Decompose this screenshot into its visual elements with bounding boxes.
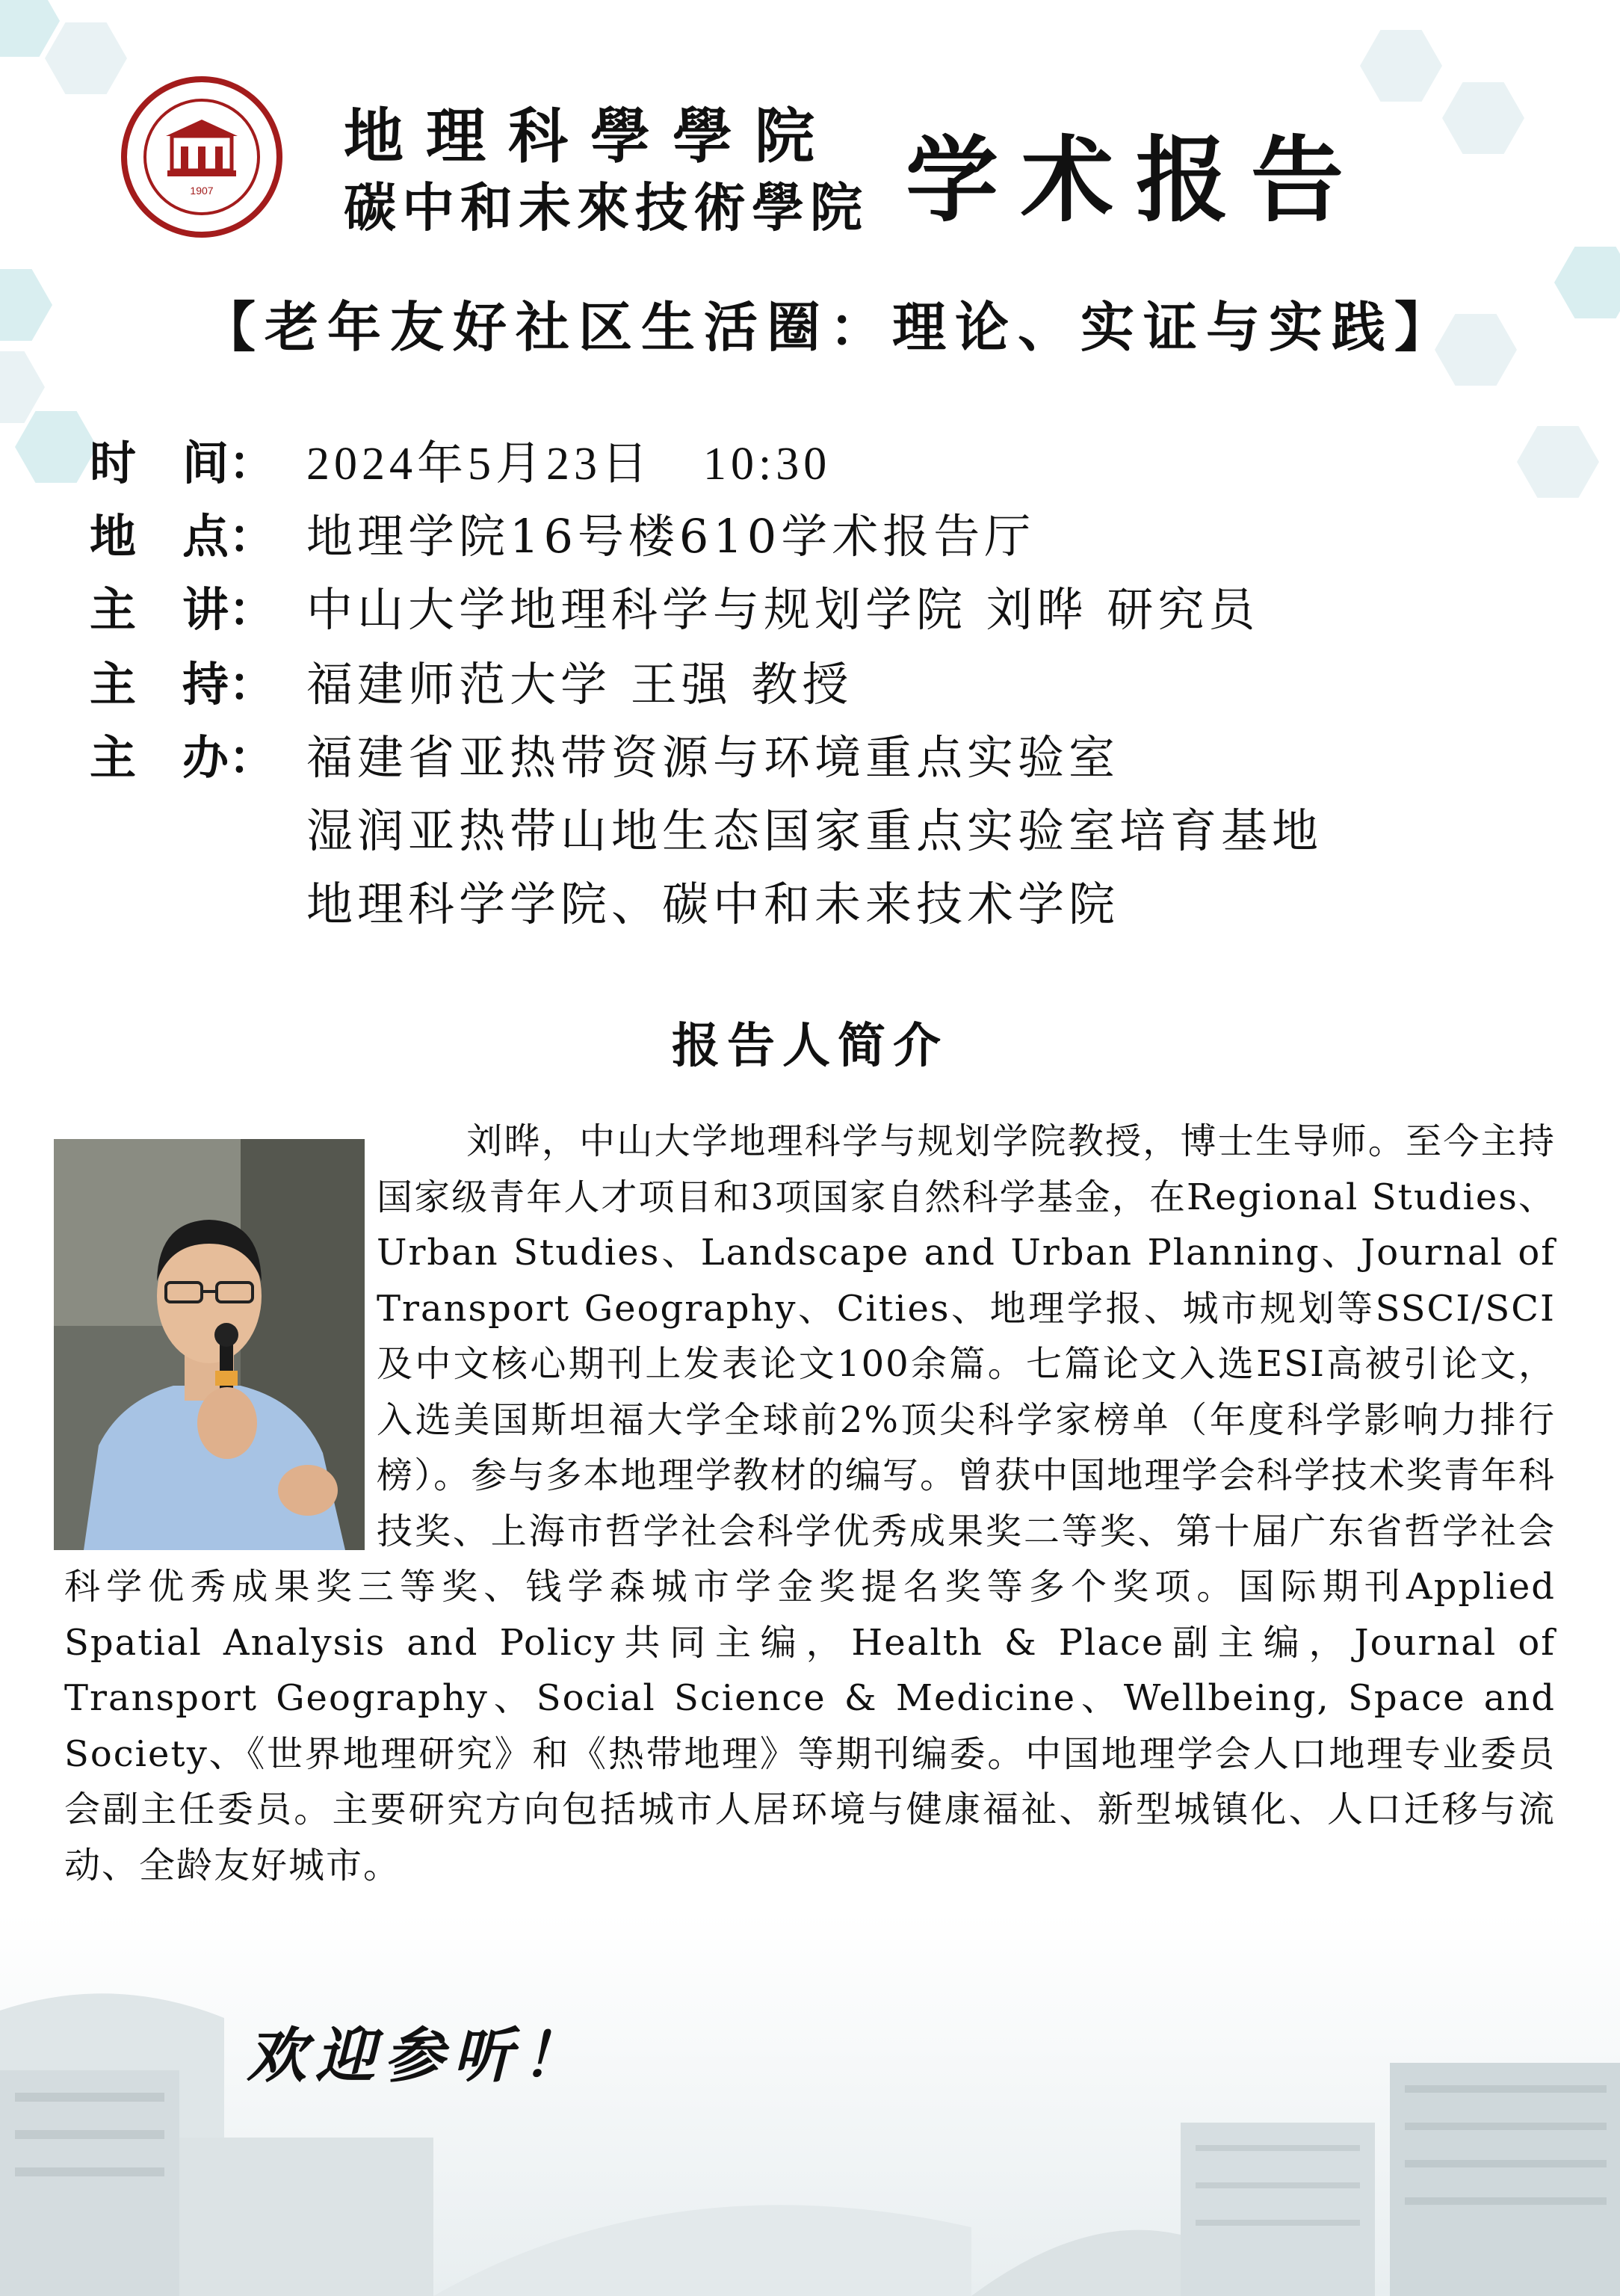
- logo-year: 1907: [190, 185, 214, 197]
- hexagon-decoration: [0, 269, 52, 341]
- info-host: [90, 647, 853, 714]
- info-organizer-line: 湿润亚热带山地生态国家重点实验室培育基地: [306, 803, 1323, 858]
- campus-skyline-decoration: [0, 1913, 1620, 2296]
- welcome-text: 欢迎参听！: [247, 2020, 590, 2090]
- info-label: 时 间：: [90, 436, 276, 490]
- hexagon-decoration: [1554, 247, 1620, 318]
- info-organizer-line: 地理科学学院、碳中和未来技术学院: [306, 877, 1120, 931]
- hexagon-decoration: [1360, 30, 1442, 102]
- hexagon-decoration: [15, 411, 97, 483]
- school-name-carbon-neutral: 碳中和未來技術學院: [344, 176, 868, 238]
- info-value: 福建省亚热带资源与环境重点实验室: [306, 730, 1120, 785]
- bio-text: 刘晔，中山大学地理科学与规划学院教授，博士生导师。至今主持国家级青年人才项目和3项国家自然科学基金，在Regional Studies、Urban Studies、Landscape and Urban Planning、Journal of Transport Geography、Cities、地理学报、城市规划等SSCI/SCI及中文核心期刊上发表论文100余篇。七篇论文入选ESI高被引论文，入选美国斯坦福大学全球前2%顶尖科学家榜单（年度科学影响力排行榜）。参与多本地理学教材的编写。曾获中国地理学会科学技术奖青年科技奖、上海市哲学社会科学优秀成果奖二等奖、第十届广东省哲学社会科学优秀成果奖三等奖、钱学森城市学金奖提名奖等多个奖项。国际期刊Applied Spatial Analysis and Policy共同主编，Health & Place副主编，Journal of Transport Geography、Social Science & Medicine、Wellbeing, Space and Society、《世界地理研究》和《热带地理》等期刊编委。中国地理学会人口地理专业委员会副主任委员。主要研究方向包括城市人居环境与健康福祉、新型城镇化、人口迁移与流动、全龄友好城市。: [64, 1120, 1556, 1886]
- photo-spacer: [64, 1114, 377, 1547]
- info-value: 福建师范大学 王强 教授: [306, 657, 853, 712]
- bio-heading: 报告人简介: [672, 1018, 948, 1074]
- hexagon-decoration: [45, 22, 127, 94]
- hexagon-decoration: [1442, 82, 1524, 154]
- bio-text-block: [64, 1114, 1556, 1893]
- info-label: 主 讲：: [90, 582, 276, 637]
- info-label: 主 办：: [90, 730, 276, 785]
- hexagon-decoration: [1517, 426, 1599, 498]
- info-label: 地 点：: [90, 509, 276, 564]
- report-title: 学术报告: [906, 126, 1367, 235]
- school-name-geography: 地理科學學院: [344, 101, 837, 171]
- report-topic: 【老年友好社区生活圈：理论、实证与实践】: [202, 295, 1458, 359]
- university-logo-icon: [120, 75, 284, 239]
- info-value: 2024年5月23日 10:30: [306, 439, 832, 490]
- info-time: [90, 426, 831, 493]
- info-organizer: [90, 720, 1119, 787]
- info-speaker: [90, 573, 1259, 639]
- info-label: 主 持：: [90, 657, 276, 712]
- info-location: [90, 499, 1035, 566]
- info-value: 中山大学地理科学与规划学院 刘晔 研究员: [306, 582, 1260, 637]
- info-value: 地理学院16号楼610学术报告厅: [306, 509, 1036, 564]
